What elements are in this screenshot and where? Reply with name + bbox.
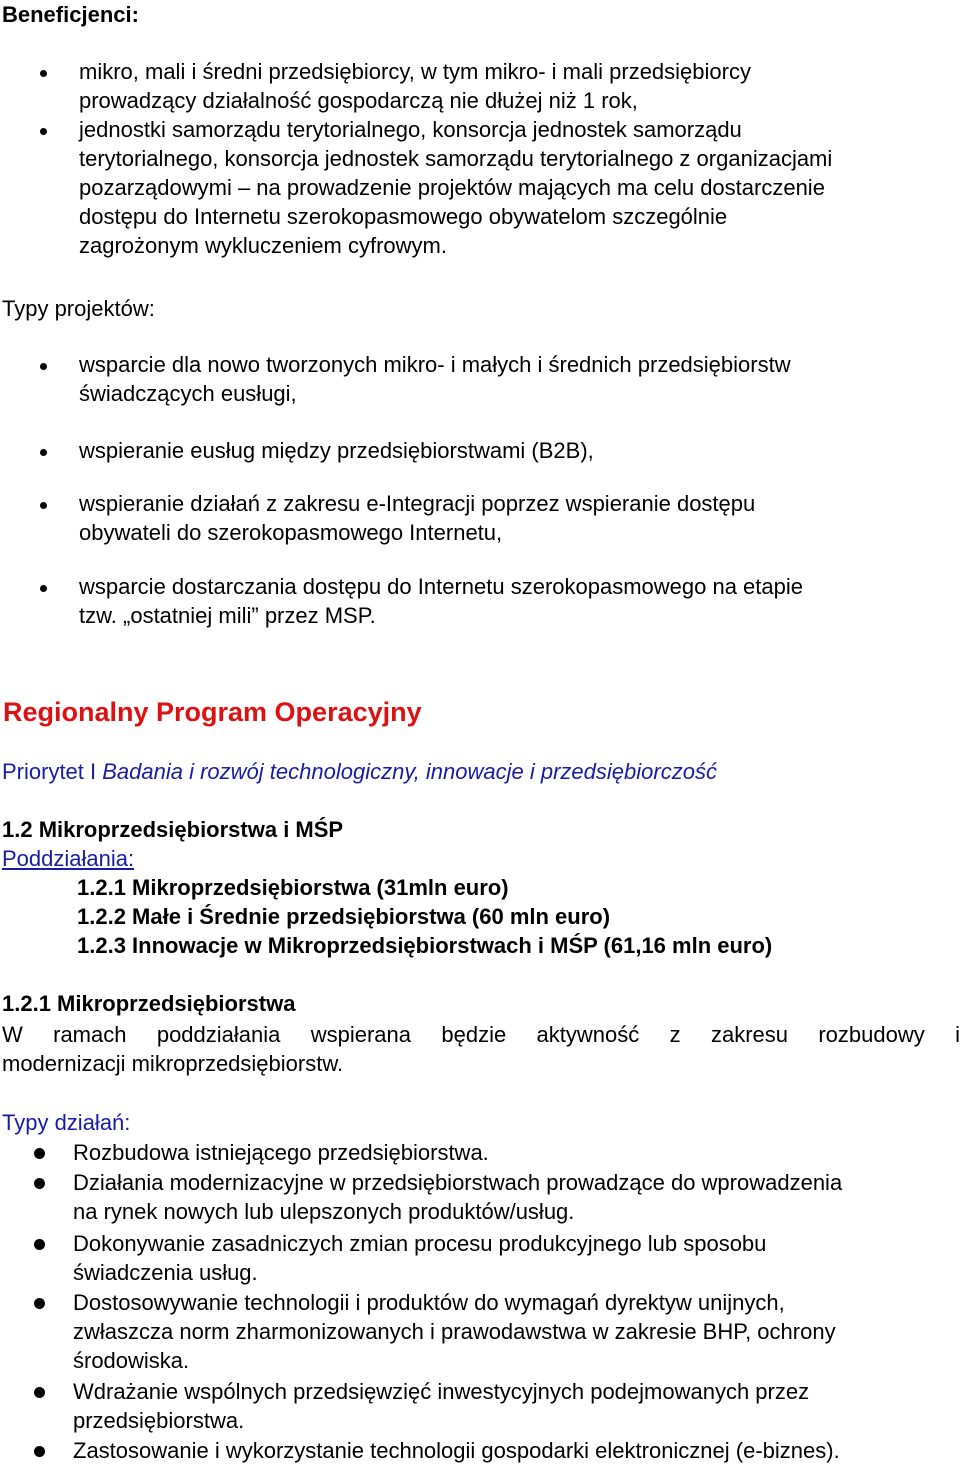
action-line: przedsiębiorstwa. [73,1408,245,1433]
priority-name: Badania i rozwój technologiczny, innowacje i przedsiębiorczość [102,759,717,784]
program-title: Regionalny Program Operacyjny [3,697,422,727]
bullet-icon [40,363,47,370]
submeasure-paragraph-line: modernizacji mikroprzedsiębiorstw. [2,1051,344,1076]
beneficiary-line: jednostki samorządu terytorialnego, konsorcja jednostek samorządu [79,117,742,142]
submeasure-item: 1.2.2 Małe i Średnie przedsiębiorstwa (60 mln euro) [77,904,611,929]
action-line: zwłaszcza norm zharmonizowanych i prawodawstwa w zakresie BHP, ochrony [73,1319,836,1344]
action-line: Działania modernizacyjne w przedsiębiorstwach prowadzące do wprowadzenia [73,1170,843,1195]
bullet-icon [34,1148,45,1159]
action-line: środowiska. [73,1348,190,1373]
bullet-icon [40,128,47,135]
action-line: na rynek nowych lub ulepszonych produktów/usług. [73,1199,575,1224]
beneficiary-line: dostępu do Internetu szerokopasmowego obywatelom szczególnie [79,204,728,229]
action-line: Zastosowanie i wykorzystanie technologii gospodarki elektronicznej (e-biznes). [73,1438,840,1463]
measure-heading: 1.2 Mikroprzedsiębiorstwa i MŚP [2,817,344,842]
project-type-line: wsparcie dostarczania dostępu do Internetu szerokopasmowego na etapie [79,574,804,599]
project-type-line: wspieranie eusług między przedsiębiorstwami (B2B), [79,438,594,463]
action-line: świadczenia usług. [73,1260,258,1285]
action-line: Wdrażanie wspólnych przedsięwzięć inwestycyjnych podejmowanych przez [73,1379,810,1404]
bullet-icon [34,1387,45,1398]
bullet-icon [34,1446,45,1457]
beneficiary-line: mikro, mali i średni przedsiębiorcy, w tym mikro- i mali przedsiębiorcy [79,59,751,84]
project-types-heading: Typy projektów: [2,296,155,321]
bullet-icon [34,1298,45,1309]
bullet-icon [40,585,47,592]
action-line: Dostosowywanie technologii i produktów do wymagań dyrektyw unijnych, [73,1290,785,1315]
submeasures-label: Poddziałania: [2,846,135,871]
submeasure-item: 1.2.1 Mikroprzedsiębiorstwa (31mln euro) [77,875,509,900]
beneficiary-line: prowadzący działalność gospodarczą nie dłużej niż 1 rok, [79,88,638,113]
bullet-icon [40,70,47,77]
beneficiary-line: terytorialnego, konsorcja jednostek samorządu terytorialnego z organizacjami [79,146,833,171]
actions-heading: Typy działań: [2,1110,131,1135]
priority-line [2,757,717,786]
project-type-line: wsparcie dla nowo tworzonych mikro- i małych i średnich przedsiębiorstw [79,352,791,377]
project-type-line: świadczących eusługi, [79,381,297,406]
beneficiary-line: zagrożonym wykluczeniem cyfrowym. [79,233,447,258]
project-type-line: obywateli do szerokopasmowego Internetu, [79,520,503,545]
priority-prefix: Priorytet I [2,759,103,784]
action-line: Dokonywanie zasadniczych zmian procesu produkcyjnego lub sposobu [73,1231,767,1256]
submeasure-item: 1.2.3 Innowacje w Mikroprzedsiębiorstwach i MŚP (61,16 mln euro) [77,933,773,958]
project-type-line: wspieranie działań z zakresu e-Integracji poprzez wspieranie dostępu [79,491,756,516]
project-type-line: tzw. „ostatniej mili” przez MSP. [79,603,376,628]
bullet-icon [40,502,47,509]
beneficiary-line: pozarządowymi – na prowadzenie projektów mających ma celu dostarczenie [79,175,825,200]
bullet-icon [40,449,47,456]
submeasure-detail-heading: 1.2.1 Mikroprzedsiębiorstwa [2,991,296,1016]
bullet-icon [34,1239,45,1250]
bullet-icon [34,1178,45,1189]
submeasure-paragraph-line: W ramach poddziałania wspierana będzie aktywność z zakresu rozbudowy i [2,1022,960,1047]
action-line: Rozbudowa istniejącego przedsiębiorstwa. [73,1140,489,1165]
beneficiaries-heading: Beneficjenci: [2,2,139,27]
